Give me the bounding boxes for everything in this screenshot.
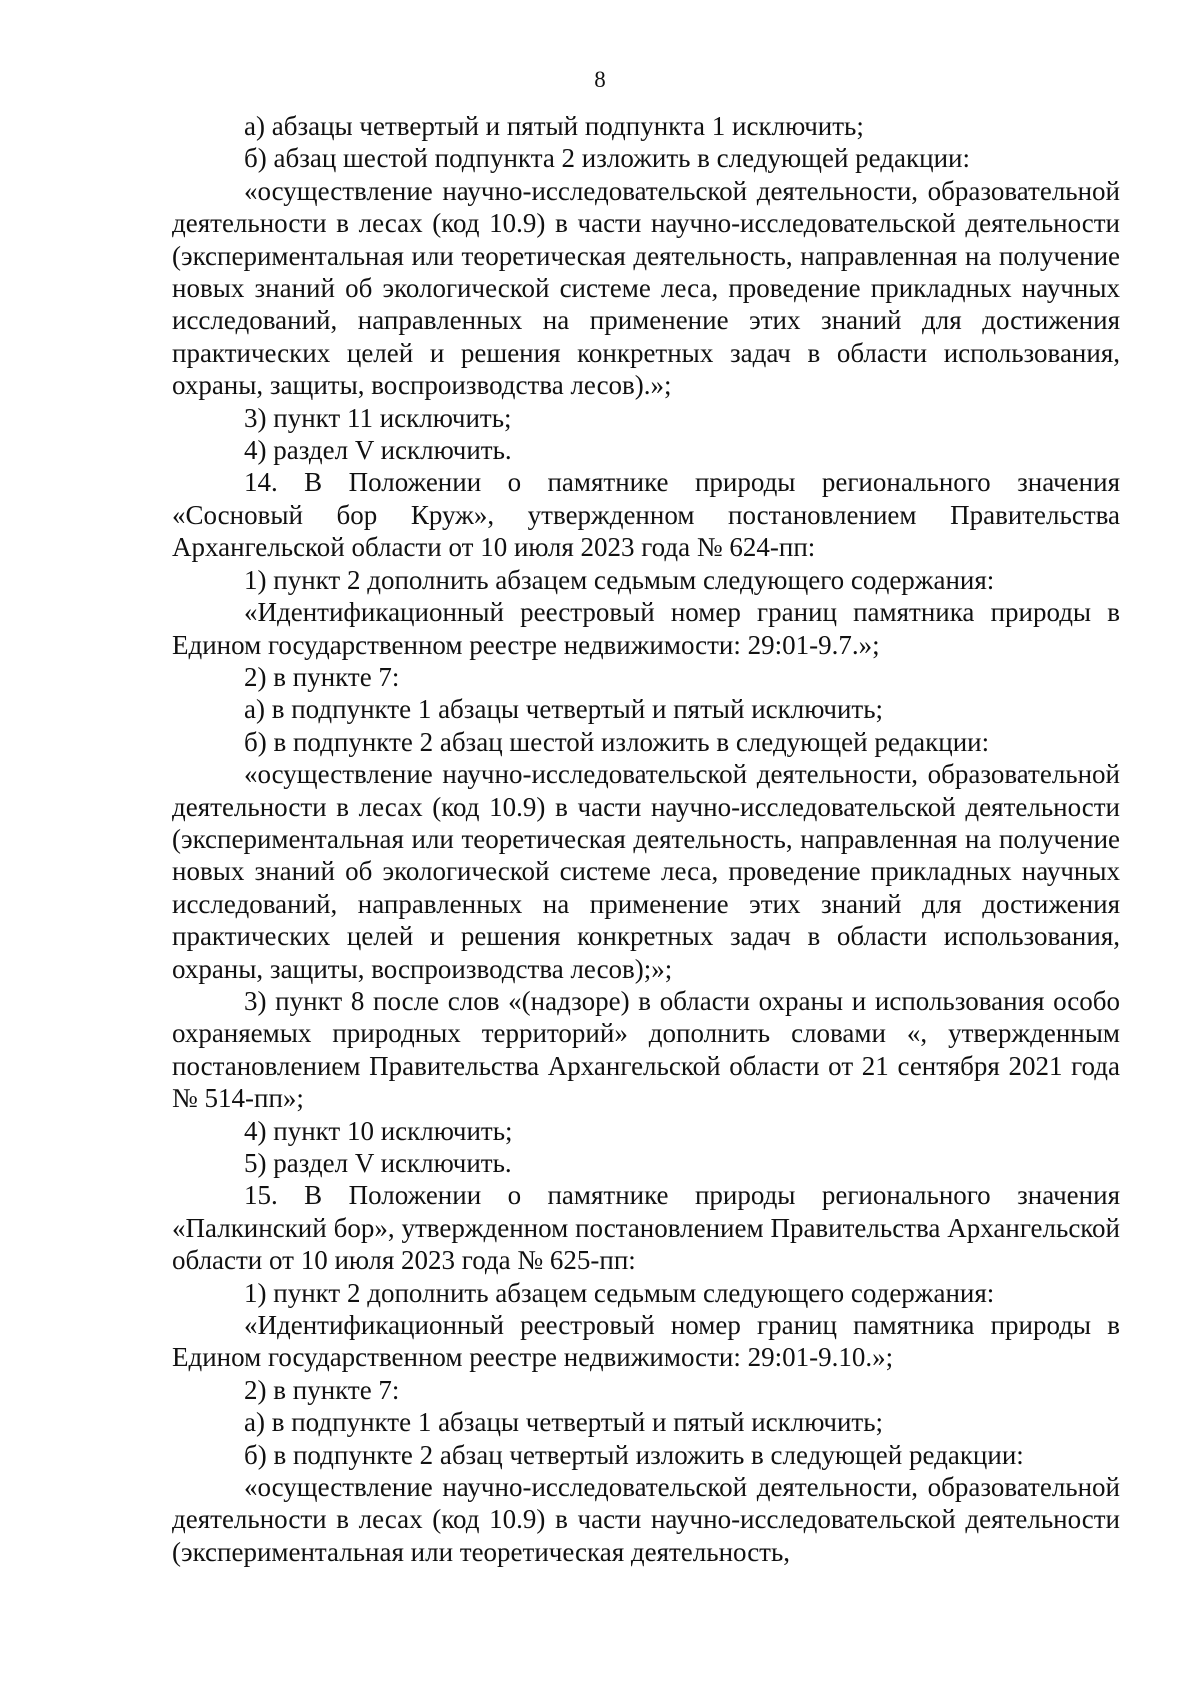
paragraph: «осуществление научно-исследовательской деятельности, образовательной деятельности в лесах (код 10.9) в части научно-исследовательской деятельности (экспериментальная или теоретическая деятельность, направленная на получение новых знаний об экологической системе леса, проведение прикладных научных исследований, направленных на применение этих знаний для достижения практических целей и решения конкретных задач в области использования, охраны, защиты, воспроизводства лесов);»; [172, 759, 1120, 984]
paragraph: 4) пункт 10 исключить; [244, 1115, 513, 1146]
paragraph: 5) раздел V исключить. [244, 1148, 512, 1178]
paragraph: 14. В Положении о памятнике природы регионального значения «Сосновый бор Круж», утвержденном постановлением Правительства Архангельской области от 10 июля 2023 года № 624-пп: [172, 467, 1120, 563]
paragraph: а) абзацы четвертый и пятый подпункта 1 исключить; [244, 111, 864, 141]
paragraph: б) в подпункте 2 абзац шестой изложить в следующей редакции: [244, 726, 990, 757]
paragraph: б) абзац шестой подпункта 2 изложить в следующей редакции: [244, 143, 970, 174]
paragraph: а) в подпункте 1 абзацы четвертый и пятый исключить; [244, 1407, 884, 1438]
paragraph: 1) пункт 2 дополнить абзацем седьмым следующего содержания: [244, 564, 995, 595]
document-body [172, 110, 1120, 1568]
paragraph: «осуществление научно-исследовательской деятельности, образовательной деятельности в лесах (код 10.9) в части научно-исследовательской деятельности (экспериментальная или теоретическая деятельность, [172, 1472, 1120, 1567]
paragraph: 15. В Положении о памятнике природы регионального значения «Палкинский бор», утвержденном постановлением Правительства Архангельской области от 10 июля 2023 года № 625-пп: [172, 1180, 1120, 1276]
paragraph: 3) пункт 11 исключить; [244, 402, 512, 433]
page-number: 8 [594, 67, 606, 92]
paragraph: 4) раздел V исключить. [244, 435, 512, 466]
paragraph: «осуществление научно-исследовательской деятельности, образовательной деятельности в лесах (код 10.9) в части научно-исследовательской деятельности (экспериментальная или теоретическая деятельность, направленная на получение новых знаний об экологической системе леса, проведение прикладных научных исследований, направленных на применение этих знаний для достижения практических целей и решения конкретных задач в области использования, охраны, защиты, воспроизводства лесов).»; [172, 175, 1120, 401]
paragraph: 3) пункт 8 после слов «(надзоре) в области охраны и использования особо охраняемых природных территорий» дополнить словами «, утвержденным постановлением Правительства Архангельской области от 21 сентября 2021 года № 514-пп»; [172, 985, 1120, 1114]
paragraph: 2) в пункте 7: [244, 1374, 400, 1405]
paragraph: 1) пункт 2 дополнить абзацем седьмым следующего содержания: [244, 1277, 995, 1308]
paragraph: «Идентификационный реестровый номер границ памятника природы в Едином государственном реестре недвижимости: 29:01-9.10.»; [172, 1310, 1120, 1373]
paragraph: «Идентификационный реестровый номер границ памятника природы в Едином государственном реестре недвижимости: 29:01-9.7.»; [172, 597, 1120, 660]
paragraph: 2) в пункте 7: [244, 661, 400, 692]
paragraph: а) в подпункте 1 абзацы четвертый и пятый исключить; [244, 694, 884, 725]
paragraph: б) в подпункте 2 абзац четвертый изложить в следующей редакции: [244, 1439, 1024, 1470]
